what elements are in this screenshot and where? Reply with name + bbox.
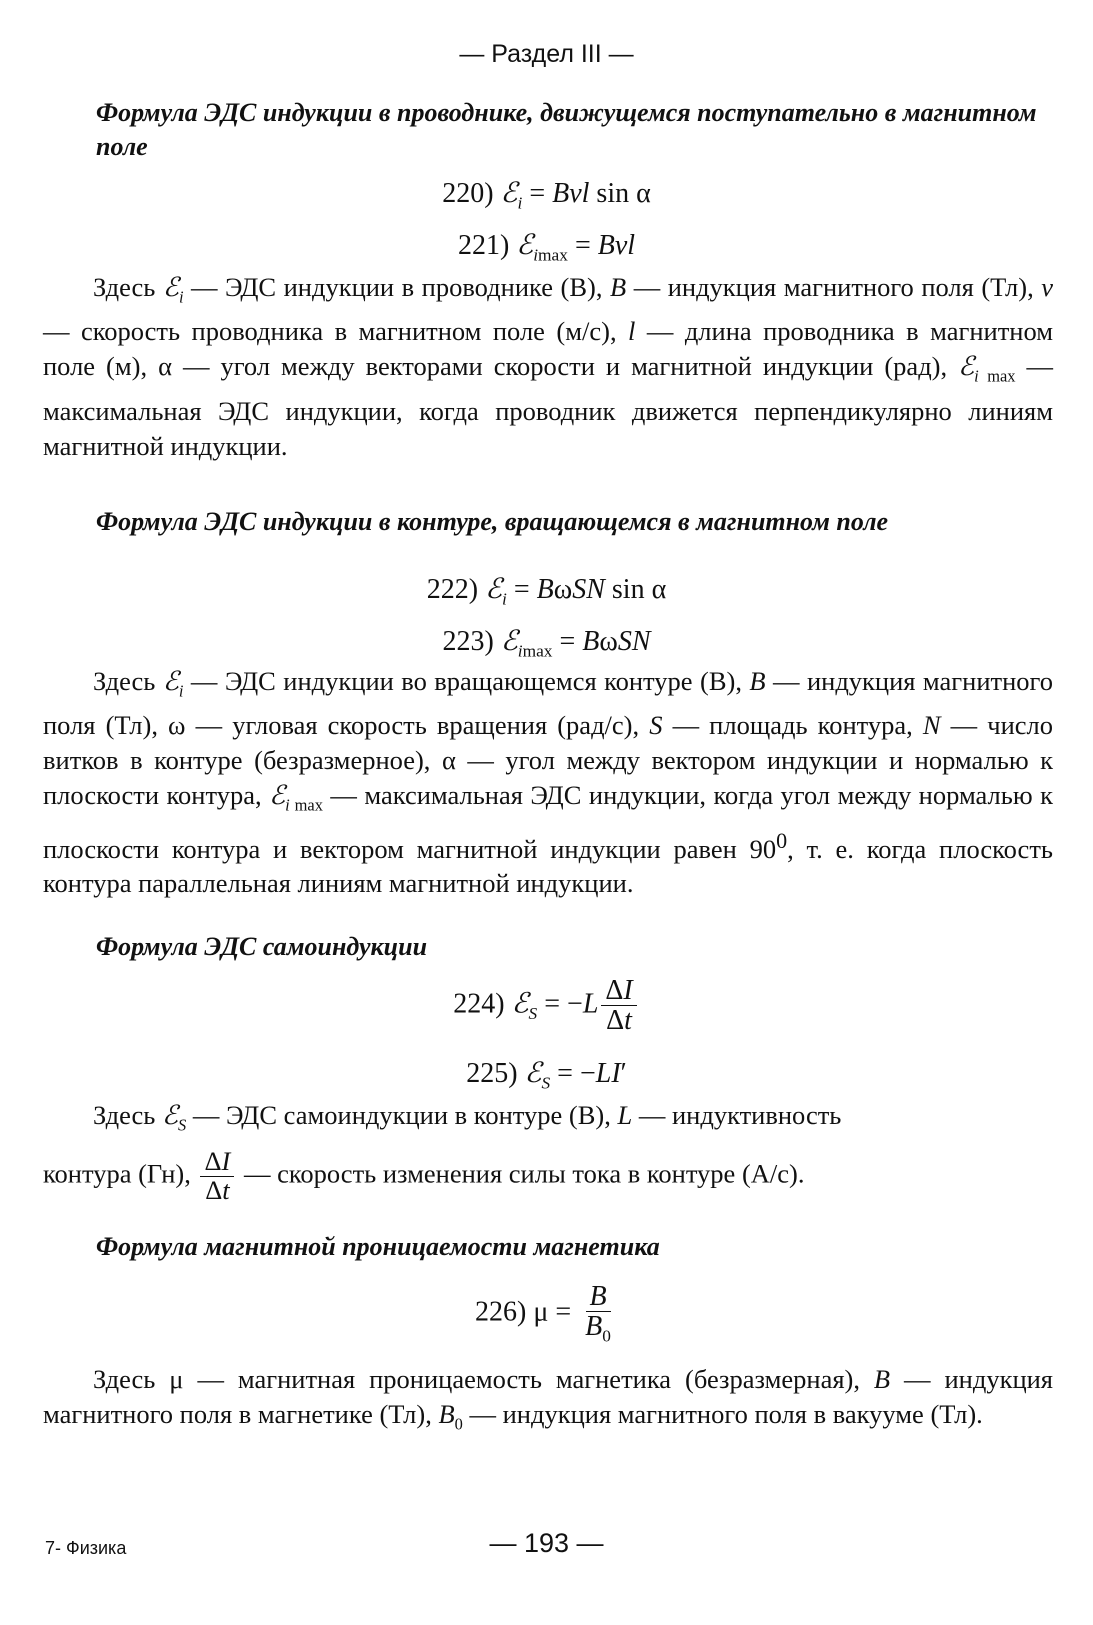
description-paragraph: Здесь ℰ$_i$ — ЭДС индукции в проводнике (В), B — индукция магнитного поля (Тл), v — скорость проводника в магнитном поле (м/с), l — длина проводника в магнитном поле (м), α — угол между векторами скорости и магнитной индукции (рад), ℰ$_{i max}$ — максимальная ЭДС индукции, когда проводник движется перпендикулярно линиям магнитной индукции. (43, 272, 1053, 461)
section-title: Формула ЭДС индукции в проводнике, движущемся поступательно в магнитном поле (96, 98, 1037, 161)
formula-221: 221) ℰ$_{imax}$ = Bvl (457, 230, 636, 265)
section-title: Формула ЭДС самоиндукции (96, 932, 428, 961)
formula-225: 225) ℰ$_S$ = −LI′ (466, 1058, 627, 1093)
page-number: — 193 — (489, 1528, 604, 1558)
description-paragraph: Здесь ℰ$_S$ — ЭДС самоиндукции в контуре (В), L — индуктивность контура (Гн), $\frac{\Delta I}{\Delta t}$ — скорость изменения силы тока в контуре (А/с). (43, 1100, 842, 1206)
section-title: Формула магнитной проницаемости магнетика (96, 1232, 660, 1261)
signature-mark: 7- Физика (45, 1538, 127, 1558)
formula-224: 224) ℰ$_S$ = −L $\frac{\Delta I}{\Delta t}$ (0, 976, 1093, 1036)
description-paragraph: Здесь ℰ$_i$ — ЭДС индукции во вращающемся контуре (В), B — индукция магнитного поля (Тл), ω — угловая скорость вращения (рад/с), S — площадь контура, N — число витков в контуре (безразмерное), α — угол между вектором индукции и нормалью к плоскости контура, ℰ$_{i max}$ — максимальная ЭДС индукции, когда угол между нормалью к плоскости контура и вектором магнитной индукции равен $90^0$, т. е. когда плоскость контура параллельная линиям магнитной индукции. (43, 666, 1053, 899)
description-paragraph: Здесь μ — магнитная проницаемость магнетика (безразмерная), B — индукция магнитного поля в магнетике (Тл), $B_0$ — индукция магнитного поля в вакууме (Тл). (43, 1364, 1054, 1434)
section-title: Формула ЭДС индукции в контуре, вращающемся в магнитном поле (96, 507, 889, 536)
formula-223: 223) ℰ$_{imax}$ = BωSN (442, 626, 651, 661)
section-header: — Раздел III — (459, 40, 634, 68)
formula-222: 222) ℰ$_i$ = BωSN sin α (426, 574, 667, 609)
formula-220: 220) ℰ$_i$ = Bvl sin α (442, 178, 651, 213)
formula-226: 226) μ = $\frac{B}{B_0}$ (475, 1281, 611, 1346)
